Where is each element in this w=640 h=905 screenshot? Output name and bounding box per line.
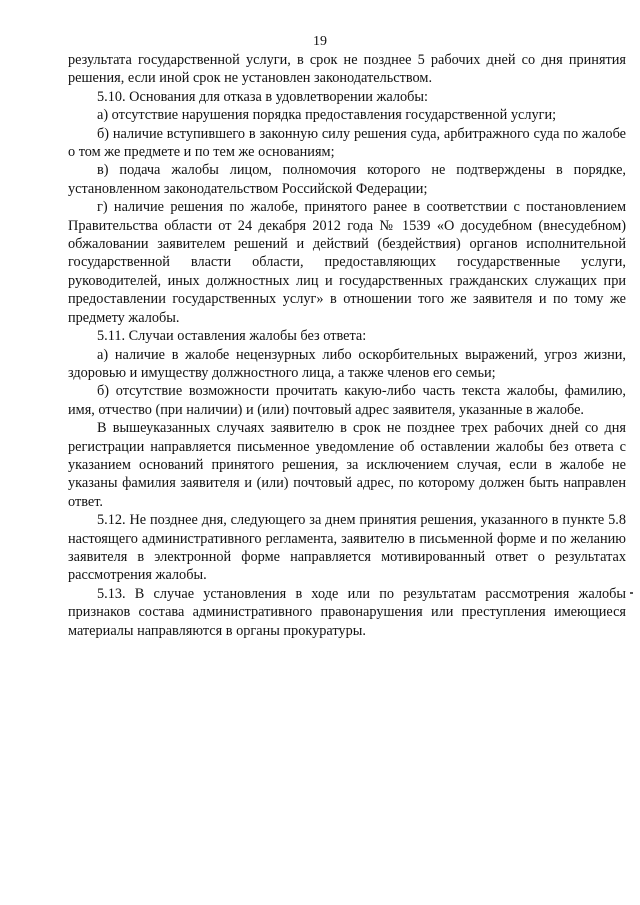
- margin-mark: [630, 592, 633, 594]
- list-item: б) наличие вступившего в законную силу решения суда, арбитражного суда по жалобе о том же предмете и по тем же основаниям;: [68, 125, 626, 161]
- section-5-12: 5.12. Не позднее дня, следующего за днем принятия решения, указанного в пункте 5.8 настоящего административного регламента, заявителю в письменной форме и по желанию заявителя в электронной форме направляется мотивированный ответ о результатах рассмотрения жалобы.: [68, 512, 626, 584]
- paragraph: результата государственной услуги, в срок не позднее 5 рабочих дней со дня принятия решения, если иной срок не установлен законодательством.: [68, 52, 626, 87]
- section-heading-5-10: 5.10. Основания для отказа в удовлетворении жалобы:: [97, 88, 428, 105]
- list-item: б) отсутствие возможности прочитать какую-либо часть текста жалобы, фамилию, имя, отчество (при наличии) и (или) почтовый адрес заявителя, указанные в жалобе.: [68, 383, 626, 418]
- section-5-13: 5.13. В случае установления в ходе или по результатам рассмотрения жалобы признаков состава административного правонарушения или преступления имеющиеся материалы направляются в органы прокуратуры.: [68, 585, 626, 639]
- document-body: [68, 51, 626, 640]
- list-item: в) подача жалобы лицом, полномочия которого не подтверждены в порядке, установленном законодательством Российской Федерации;: [68, 162, 626, 197]
- list-item: а) отсутствие нарушения порядка предоставления государственной услуги;: [97, 107, 557, 124]
- list-item: г) наличие решения по жалобе, принятого ранее в соответствии с постановлением Правительства области от 24 декабря 2012 года № 1539 «О досудебном (внесудебном) обжаловании заявителем решений и действий (бездействия) органов исполнительной государственной власти области, предоставляющих государственные услуги, руководителей, иных должностных лиц и государственных гражданских служащих при предоставлении государственных услуг» в отношении того же заявителя и по тому же предмету жалобы.: [68, 199, 626, 326]
- page-number: 19: [313, 34, 327, 49]
- list-item: а) наличие в жалобе нецензурных либо оскорбительных выражений, угроз жизни, здоровью и имуществу должностного лица, а также членов его семьи;: [68, 346, 626, 381]
- paragraph: В вышеуказанных случаях заявителю в срок не позднее трех рабочих дней со дня регистрации направляется письменное уведомление об оставлении жалобы без ответа с указанием оснований принятого решения, за исключением случая, если в жалобе не указаны фамилия заявителя и (или) почтовый адрес, по которому должен быть направлен ответ.: [68, 420, 626, 510]
- section-heading-5-11: 5.11. Случаи оставления жалобы без ответа:: [97, 328, 367, 345]
